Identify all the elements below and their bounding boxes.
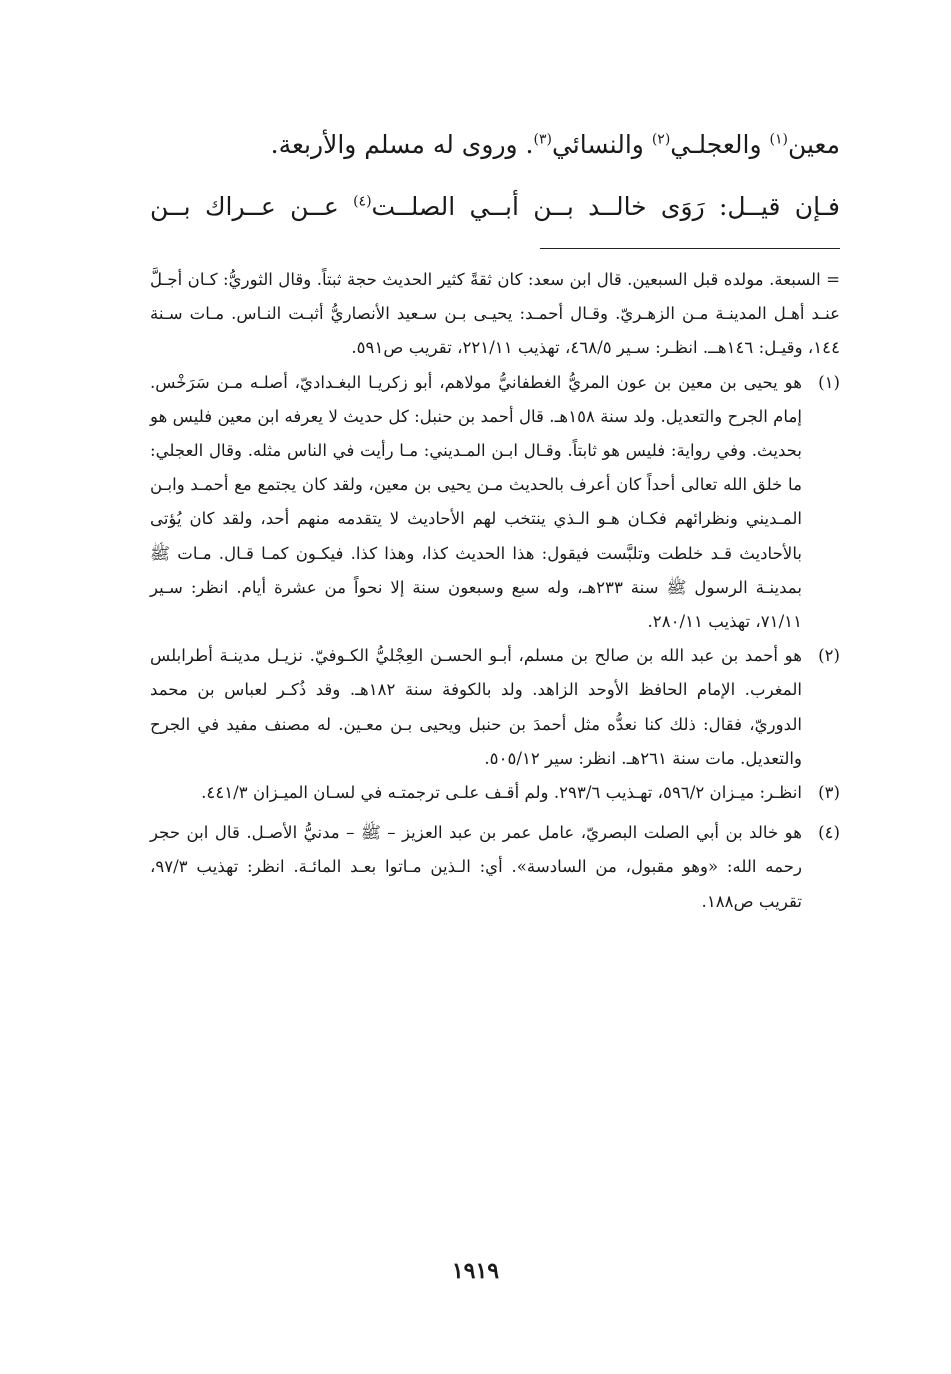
footnotes — [150, 263, 840, 919]
footnote-separator — [540, 248, 840, 249]
footnote-4 — [150, 816, 840, 919]
footnote-ref-4: (٤) — [353, 193, 372, 210]
footnote-3 — [150, 776, 840, 810]
footnote-continuation: = السبعة. مولده قبل السبعين. قال ابن سعد: كان ثقةً كثير الحديث حجة ثبتاً. وقال الثوريُّ: كـان أجـلَّ عنـد أهـل المدينـة مـن الزهـريّ. وقـال أحمـد: يحيـى بـن سـعيد الأنصاريُّ أثبـت النـاس. مـات سـنة ١٤٤، وقيـل: ١٤٦هــ. انظـر: سـير ٤٦٨/٥، تهذيب ٢٢١/١١، تقريب ص٥٩١. — [150, 270, 840, 358]
text-segment: والنسائي — [551, 130, 652, 159]
footnote-number: (٢) — [818, 646, 840, 666]
text-segment: فـإن قيــل: رَوَى خالــد بــن أبــي الصلــت — [371, 192, 841, 221]
text-segment: عــن عــراك بــن — [150, 192, 354, 221]
footnote-text: انظـر: ميـزان ٥٩٦/٢، تهـذيب ٢٩٣/٦. ولم أقـف علـى ترجمتـه في لسـان الميـزان ٤٤١/٣. — [201, 783, 802, 803]
footnote-separator-wrap — [150, 224, 840, 263]
footnote-number: (٤) — [818, 823, 840, 843]
footnote-2 — [150, 639, 840, 776]
main-text-line-1 — [150, 128, 840, 162]
text-segment: معين — [787, 130, 840, 159]
footnote-number: (٣) — [818, 783, 840, 803]
page-content — [150, 118, 840, 919]
main-text-line-2 — [150, 190, 840, 224]
text-segment: . وروى له مسلم والأربعة. — [270, 130, 534, 159]
footnote-text: هو خالد بن أبي الصلت البصريّ، عامل عمر بن عبد العزيز – ﷺ – مدنيُّ الأصـل. قال ابن حجر رحمه الله: «وهو مقبول، من السادسة». أي: الـذين مـاتوا بعـد المائـة. انظر: تهذيب ٩٧/٣، تقريب ص١٨٨. — [150, 823, 802, 911]
footnote-ref-3: (٣) — [533, 131, 552, 148]
footnote-text: هو يحيى بن معين بن عون المريُّ الغطفانيُّ مولاهم، أبو زكريـا البغـداديّ، أصلـه مـن سَرَخْس. إمام الجرح والتعديل. ولد سنة ١٥٨هـ. قال أحمد بن حنبل: كل حديث لا يعرفه ابن معين فليس هو بحديث. وفي رواية: فليس هو ثابتاً. وقـال ابـن المـديني: مـا رأيت في الناس مثله. وقال العجلي: ما خلق الله تعالى أحداً كان أعرف بالحديث مـن يحيى بن معين، ولقد كان يجتمع مع أحمـد وابـن المـديني ونظرائهم فكـان هـو الـذي ينتخب لهم الأحاديث لا يتقدمه منهم أحد، ولقد كان يُؤتى بالأحاديث قـد خلطت وتلبَّست فيقول: هذا الحديث كذا، وهذا كذا. فيكـون كمـا قـال. مـات ﷺ بمدينـة الرسول ﷺ سنة ٢٣٣هـ، وله سبع وسبعون سنة إلا نحواً من عشرة أيام. انظر: سـير ٧١/١١، تهذيب ٢٨٠/١١. — [150, 372, 802, 632]
footnote-number: (١) — [818, 372, 840, 392]
page-number: ١٩١٩ — [451, 1258, 500, 1284]
footnote-ref-1: (١) — [769, 131, 788, 148]
footnote-1 — [150, 366, 840, 640]
footnote-ref-2: (٢) — [651, 131, 671, 148]
footnote-text: هو أحمد بن عبد الله بن صالح بن مسلم، أبـو الحسـن العِجْليُّ الكـوفيّ. نزيـل مدينـة أطرابلس المغرب. الإمام الحافظ الأوحد الزاهد. ولد بالكوفة سنة ١٨٢هـ. وقد ذُكـر لعباس بن محمد الدوريّ، فقال: ذلك كنا نعدُّه مثل أحمدَ بن حنبل ويحيى بـن معـين. له مصنف مفيد في الجرح والتعديل. مات سنة ٢٦١هـ. انظر: سير ٥٠٥/١٢. — [150, 646, 802, 768]
text-segment: والعجلـي — [670, 130, 770, 159]
